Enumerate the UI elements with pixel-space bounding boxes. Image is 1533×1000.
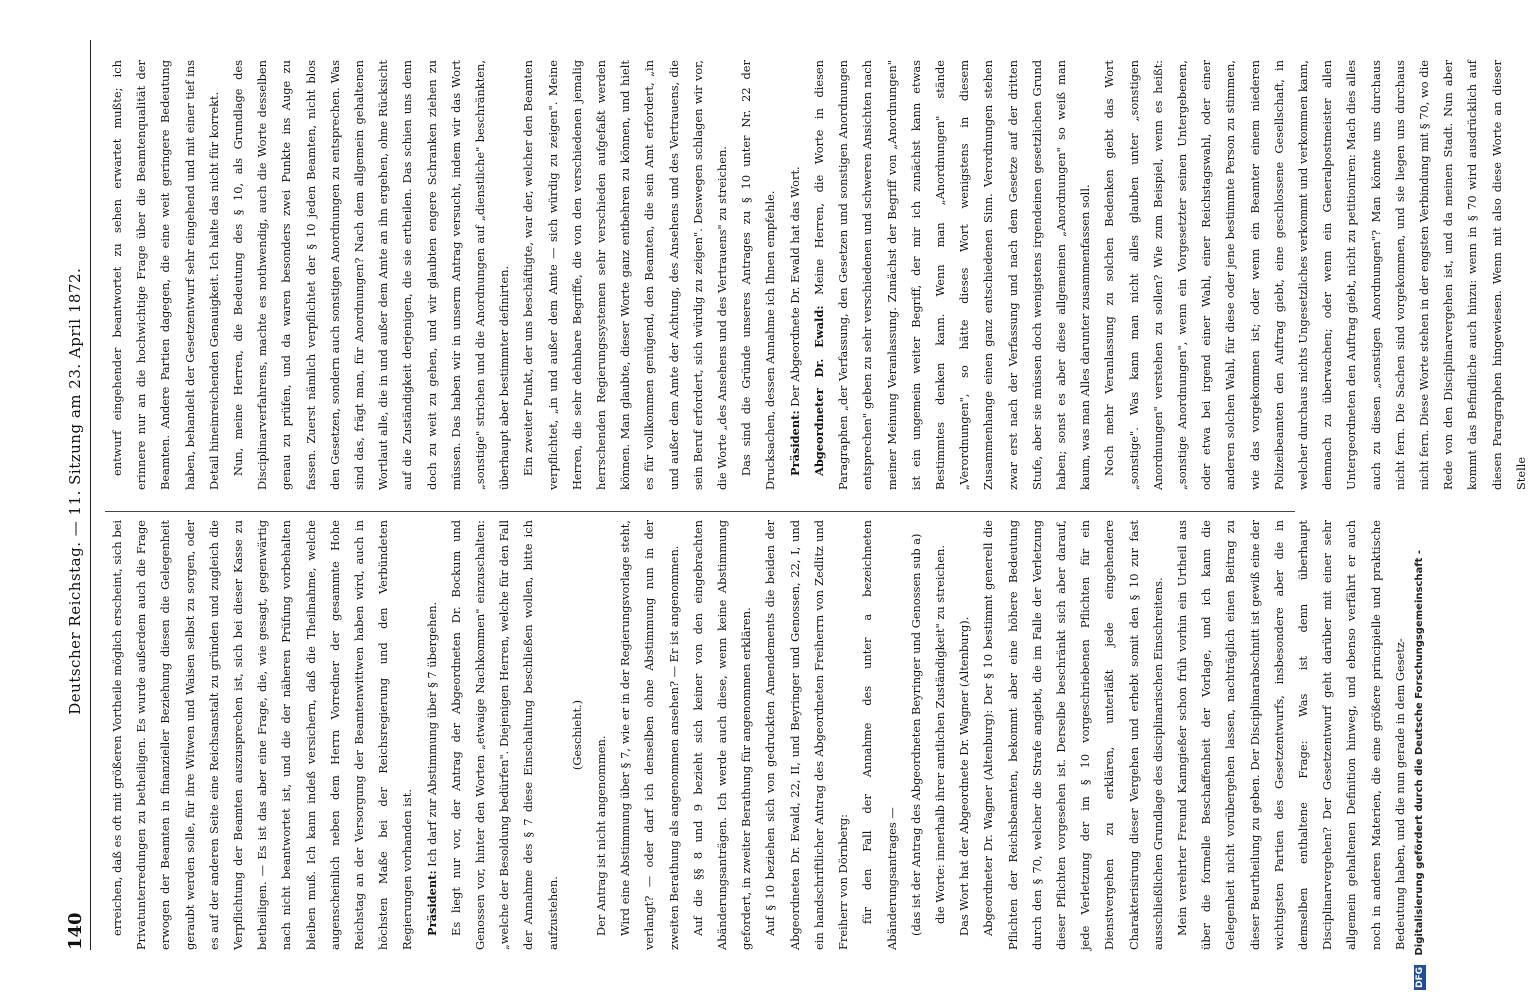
paragraph: (das ist der Antrag des Abgeordneten Beyringer und Genossen sub a) [908,533,923,936]
paragraph: Ein zweiter Punkt, der uns beschäftigte, war der, welcher den Beamten verpflichtet, „in und außer dem Amte — sich würdig zu zeigen". Meine Herren, die sehr dehnbare Begriffe, die von den verschiedenen jemalig herrschenden Regierungssystemen sehr verschieden aufgefaßt werden können. Man glaubte, dieser Worte ganz entbehren zu können, und hielt es für vollkommen genügend, den Beamten, die sein Amt erfordert, „in und außer dem Amte der Achtung, des Ansehens und des Vertrauens, die sein Beruf erfordert, sich würdig zu zeigen". Deswegen schlagen wir vor, die Worte „des Ansehens und des Vertrauens" zu streichen. [521,60,730,490]
paragraph: Nun, meine Herren, die Bedeutung des § 10, als Grundlage des Disciplinarverfahrens, machte es nothwendig, auch die Worte desselben genau zu prüfen, und da waren besonders zwei Punkte ins Auge zu fassen. Zuerst nämlich verpflichtet der § 10 jeden Beamten, nicht blos den Gesetzen, sondern auch sonstigen Anordnungen zu entsprechen. Was sind das, frägt man, für Anordnungen? Nach dem allgemein gehaltenen Wortlaut alle, die in und außer dem Amte an ihn ergehen, ohne Rücksicht auf die Zuständigkeit derjenigen, die sie ertheilen. Das schien uns denn doch zu weit zu gehen, und wir glaubten engere Schranken ziehen zu müssen. Das haben wir in unserm Antrag versucht, indem wir das Wort „sonstige" strichen und die Anordnungen auf „dienstliche" beschränkten, überhaupt aber bestimmter definirten. [231,60,512,490]
paragraph: Abgeordneter Dr. Ewald: Meine Herren, die Worte in diesen Paragraphen „der Verfassung, den Gesetzen und sonstigen Anordnungen entsprechen" geben zu sehr verschiedenen und schweren Ansichten nach meiner Meinung Veranlassung. Zunächst der Begriff von „Anordnungen" ist ein ungemein weiter Begriff, der mir ich zunächst kann etwas Bestimmtes denken kann. Wenn man „Anordnungen" stände „Verordnungen", so hätte dieses Wort wenigstens in diesem Zusammenhange einen ganz entschiedenen Sinn. Verordnungen stehen zwar erst nach der Verfassung und nach dem Gesetze auf der dritten Stufe, aber sie müssen doch wenigstens irgendeinen gesetzlichen Grund haben; sonst es aber diese allgemeinen „Anordnungen" so weiß man kaum, was man Alles darunter zusammenfassen soll. [811,59,1093,490]
paragraph: Es liegt nur vor, der Antrag der Abgeordneten Dr. Bockum und Genossen vor, hinter den Worten „etwaige Nachkommen" einzuschalten: „welche der Besoldung bedürfen". Diejenigen Herren, welche für den Fall der Annahme des § 7 diese Einschaltung beschließen wollen, bitte ich aufzustehen. [448,520,560,950]
column-divider [105,511,1295,512]
left-column [105,520,1412,950]
paragraph: Das Wort hat der Abgeordnete Dr. Wagner (Altenburg). [957,616,972,936]
paragraph: entwurf eingehender beantwortet zu sehen erwartet mußte; ich erinnere nur an die hochwichtige Frage über die Beamtenqualität der Beamten. Andere Partien dagegen, die eine weit geringere Bedeutung haben, behandelt der Gesetzentwurf sehr eingehend und mit einer tief ins Detail hineinreichenden Genauigkeit. Ich halte das nicht für korrekt. [110,60,221,490]
right-column [105,60,1533,490]
paragraph: die Worte: innerhalb ihrer amtlichen Zuständigkeit" zu streichen. [932,545,947,924]
paragraph: Noch mehr Veranlassung zu solchen Bedenken giebt das Wort „sonstige". Was kann man nicht alles glauben unter „sonstigen Anordnungen" verstehen zu sollen? Wie zum Beispiel, wenn es heißt: „sonstige Anordnungen", wenn ein Vorgesetzter seinen Untergebenen, oder etwa bei irgend einer Wahl, einer Reichstagswahl, oder einer anderen solchen Wahl, für diese oder jene bestimmte Person zu stimmen, wie das vorgekommen ist; oder wenn ein Beamter einem niederen Polizeibeamten den Auftrag giebt, eine geschlossene Gesellschaft, in welcher durchaus nichts Ungesetzliches verkommt und verkommen kann, demnach zu überwachen; oder wenn ein Generalpostmeister allen Untergeordneten den Auftrag giebt, nicht zu petitioniren: Mach dies alles auch zu diesen „sonstigen Anordnungen"? Man könnte uns durchaus nicht fern. Die Sachen sind vorgekommen, und sie liegen uns durchaus nicht fern. Diese Worte stehen in der engsten Verbindung mit § 70, wo die Rede von den Disciplinarvergehen ist, und da meinen Stadt. Nun aber kommt das Befindliche auch hinzu: wenn in § 70 wird ausdrücklich auf diesen Paragraphen hingewiesen. Wenn mit also diese Worte an dieser Stelle [1102,60,1528,490]
dfg-logo-badge: DFG [1415,966,1425,988]
paragraph: erreichen, daß es oft mit größeren Vortheile möglich erscheint, sich bei Privatunterredungen zu betheiligen. Es wurde außerdem auch die Frage erwogen der Beamten in finanzieller Beziehung diesen die Gelegenheit geraubt werden solle, für ihre Witwen und Waisen selbst zu sorgen, oder es auf der anderen Seite eine Reichsanstalt zu gründen und zugleich die Verpflichtung der Beamten auszusprechen ist, sich bei dieser Kasse zu betheiligen. — Es ist das aber eine Frage, die, wie gesagt, gegenwärtig nach nicht beantwortet ist, und die der näheren Prüfung vorbehalten bleiben muß. Ich kann indeß versichern, daß die Theilnahme, welche augenscheinlich neben dem Herrn Vorredner der gesammte Hohe Reichstag an der Versorgung der Beamtenwittwen haben wird, auch in höchsten Maße bei der Reichsregierung und den Verbündeten Regierungen vorhanden ist. [110,520,415,950]
digitization-credit [1414,10,1426,990]
paragraph: (Geschieht.) [569,699,584,771]
paragraph: Der Antrag ist nicht angenommen. [594,735,609,936]
credit-text: Digitalisierung gefördert durch die Deutsche Forschungsgemeinschaft - [1414,549,1425,956]
page-header [60,40,91,950]
speaker-name: Präsident: [787,410,802,476]
paragraph: für den Fall der Annahme des unter a bezeichneten Abänderungsantrages — [860,520,899,950]
paragraph: Mein verehrter Freund Kanngießer schon früh vorhin ein Urtheil aus über die formelle Beschaffenheit der Vorlage, und ich kann die Gelegenheit nicht vorübergehen lassen, nachträglich einen Beitrag zu dieser Beurtheilung zu geben. Der Disciplinarabschnitt ist gewiß eine der wichtigsten Partien des Gesetzentwurfs, insbesondere aber die in demselben enthaltene Frage: Was ist denn überhaupt Disciplinarvergehen? Der Gesetzentwurf geht darüber mit einer sehr allgemein gehaltenen Definition hinweg, und ebenso verfährt er auch noch in anderen Materien, die eine größere principielle und praktische Bedeutung haben, und die nun gerade in dem Gesetz- [1174,520,1407,950]
speaker-name: Präsident: [424,870,439,936]
running-head: Deutscher Reichstag. — 11. Sitzung am 23. April 1872. [66,267,84,715]
page-number: 140 [64,912,86,950]
paragraph: Das sind die Gründe unseres Antrages zu § 10 unter Nr. 22 der Drucksachen, dessen Annahme ich Ihnen empfehle. [739,60,778,490]
paragraph: Auf die §§ 8 und 9 bezieht sich keiner von den eingebrachten Abänderungsanträgen. Ich werde auch diese, wenn keine Abstimmung gefordert, in zweiter Berathung für angenommen erklären. [690,520,754,950]
paragraph: Präsident: Ich darf zur Abstimmung über § 7 übergehen. [424,601,439,936]
paragraph: Abgeordneter Dr. Wagner (Altenburg): Der § 10 bestimmt generell die Pflichten der Reichsbeamten, bekommt aber eine höhere Bedeutung durch den § 70, welcher die Strafe angiebt, die im Falle der Verletzung dieser Pflichten vorgesehen ist. Derselbe beschränkt sich aber darauf, jede Verletzung der im § 10 vorgeschriebenen Pflichten für ein Dienstvergehen zu erklären, unterläßt jede eingehendere Charakterisirung dieser Vergehen und erhebt somit den § 10 zur fast ausschließlichen Grundlage des disciplinarischen Einschreitens. [981,520,1165,950]
speaker-name: Abgeordneter Dr. Ewald: [811,305,826,476]
paragraph: Auf § 10 beziehen sich von gedruckten Amendements die beiden der Abgeordneten Dr. Ewald, 22, II, und Beyringer und Genossen, 22, I, und ein handschriftlicher Antrag des Abgeordneten Freiherrn von Zedlitz und Freiherr von Dörnberg: [763,520,851,950]
paragraph: Wird eine Abstimmung über § 7, wie er in der Regierungsvorlage steht, verlangt? — oder darf ich denselben ohne Abstimmung nun in der zweiten Berathung als angenommen ansehen? — Er ist angenommen. [618,520,681,950]
paragraph: Präsident: Der Abgeordnete Dr. Ewald hat das Wort. [787,166,802,476]
